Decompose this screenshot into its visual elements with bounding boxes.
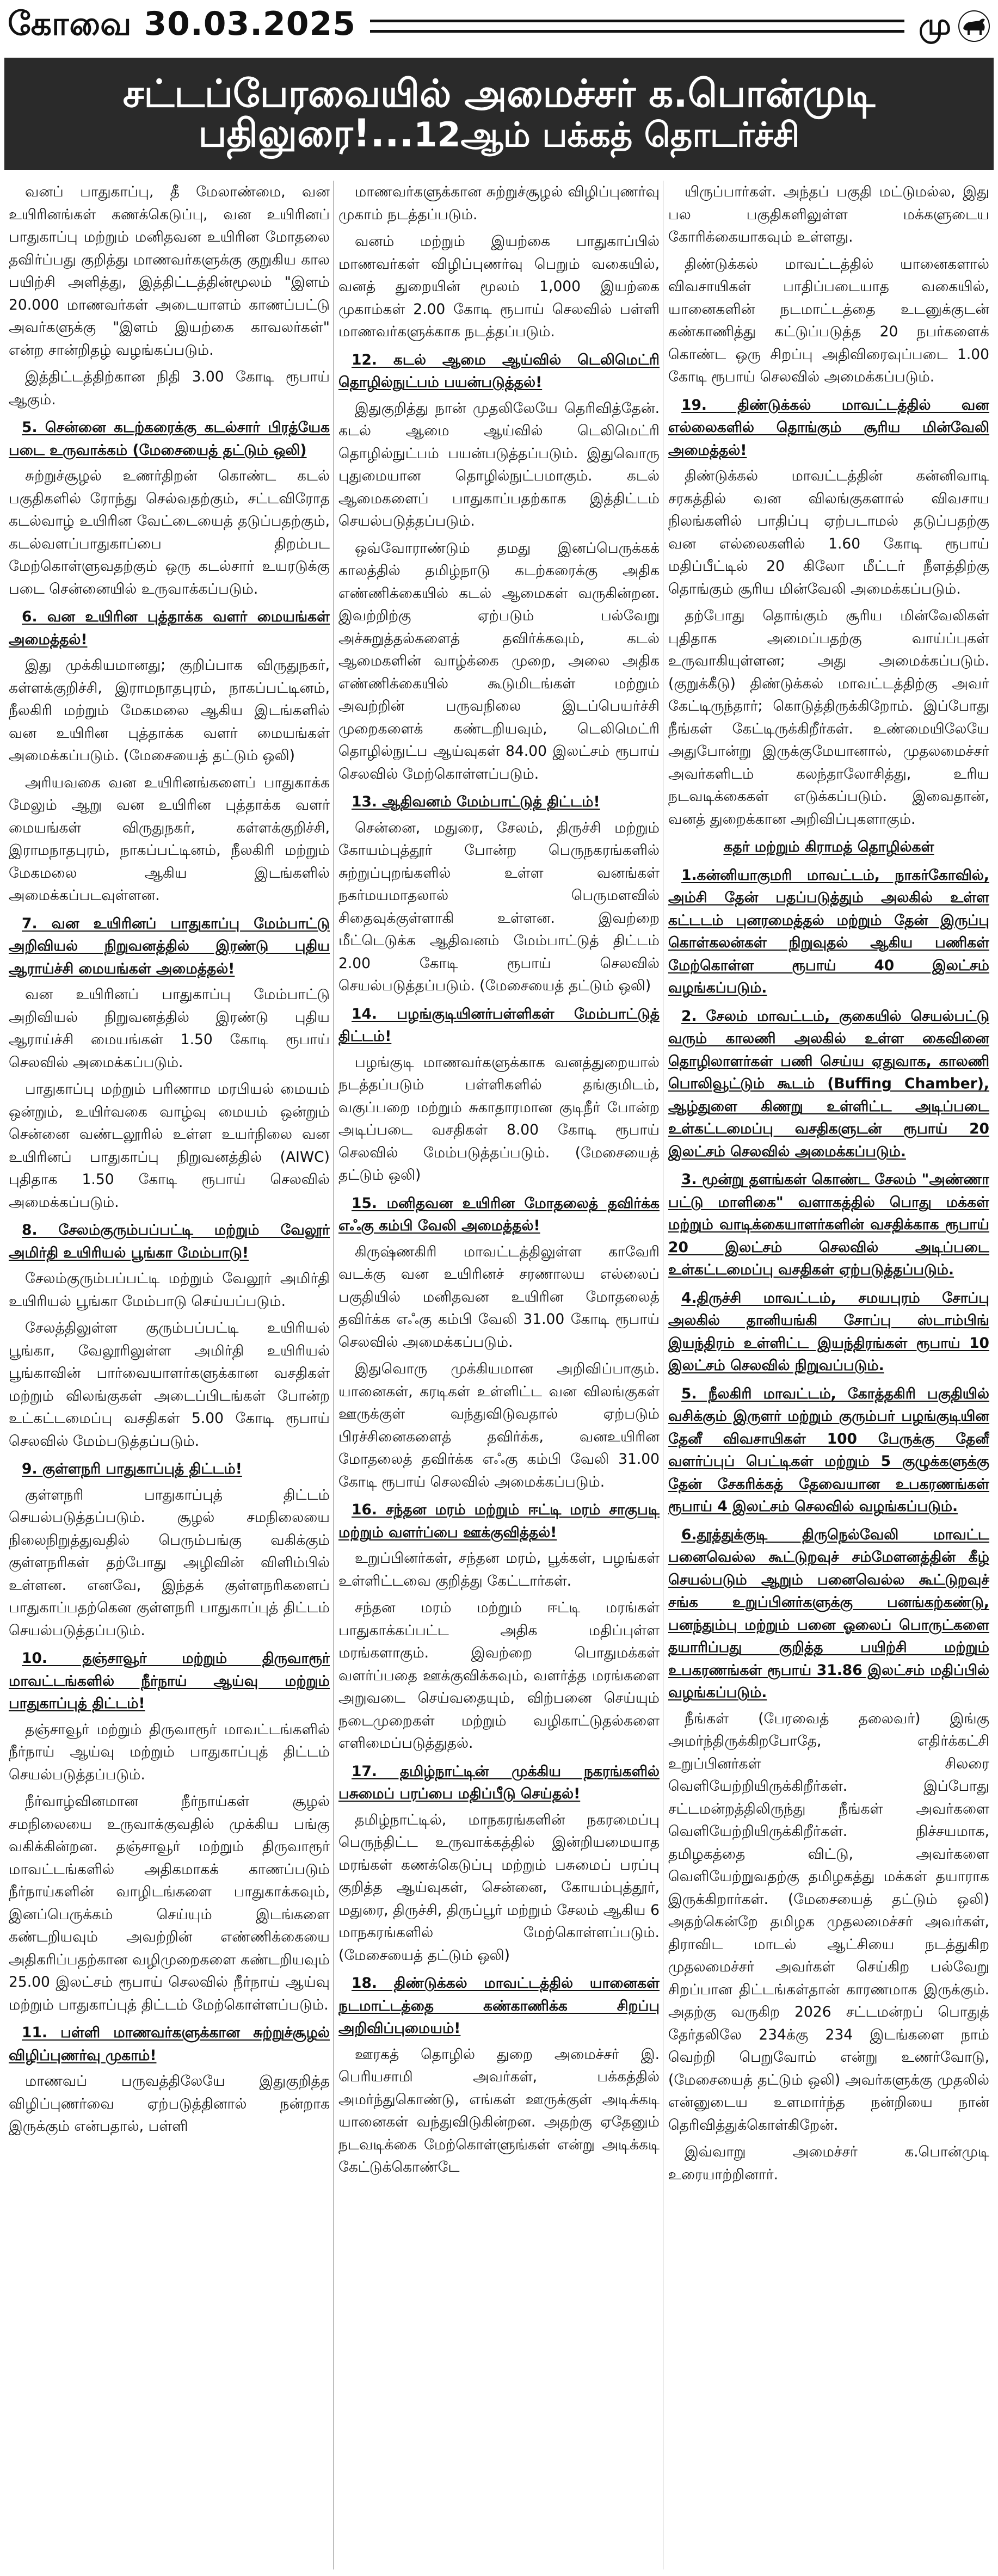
article-column-2 (338, 181, 660, 2569)
article-paragraph: தமிழ்நாட்டில், மாநகரங்களின் நகரமைப்பு பெருந்திட்ட உருவாக்கத்தில் இன்றியமையாத மரங்கள் கணக்கெடுப்பு மற்றும் பசுமைப் பரப்பு குறித்த ஆய்வுகள், சென்னை, கோயம்புத்தூர், மதுரை, திருச்சி, திருப்பூர் மற்றும் சேலம் ஆகிய 6 மாநகரங்களில் மேற்கொள்ளப்படும். (மேசையைத் தட்டும் ஒலி) (338, 1811, 660, 1964)
article-paragraph: பழங்குடி மாணவர்களுக்காக வனத்துறையால் நடத்தப்படும் பள்ளிகளில் தங்குமிடம், வகுப்பறை மற்றும் சுகாதாரமான குடிநீர் போன்ற அடிப்படை வசதிகள் 8.00 கோடி ரூபாய் செலவில் மேம்படுத்தப்படும். (மேசையைத் தட்டும் ஒலி) (338, 1053, 660, 1184)
section-heading: 10. தஞ்சாவூர் மற்றும் திருவாரூர் மாவட்டங்களில் நீர்நாய் ஆய்வு மற்றும் பாதுகாப்புத் திட்டம்! (9, 1650, 330, 1712)
headline-main: சட்டப்பேரவையில் அமைச்சர் க.பொன்முடி பதிலுரை!... (122, 71, 876, 156)
section-heading: 12. கடல் ஆமை ஆய்வில் டெலிமெட்ரி தொழில்நுட்பம் பயன்படுத்தல்! (338, 351, 660, 391)
section-heading: 9. குள்ளநரி பாதுகாப்புத் திட்டம்! (22, 1460, 242, 1477)
masthead (0, 0, 998, 52)
section-heading: 4.திருச்சி மாவட்டம், சமயபுரம் சோப்பு அலகில் தானியங்கி சோப்பு ஸ்டாம்பிங் இயந்திரம் உள்ளிட்ட இயந்திரங்கள் ரூபாய் 10 இலட்சம் செலவில் நிறுவப்படும். (668, 1289, 989, 1374)
article-paragraph: வனம் மற்றும் இயற்கை பாதுகாப்பில் மாணவர்கள் விழிப்புணர்வு பெறும் வகையில், வனத் துறையின் மூலம் 1,000 இயற்கை முகாம்கள் 2.00 கோடி ரூபாய் செலவில் பள்ளி மாணவர்களுக்காக நடத்தப்படும். (338, 233, 660, 340)
section-heading: 8. சேலம்குரும்பப்பட்டி மற்றும் வேலூர் அமிர்தி உயிரியல் பூங்கா மேம்பாடு! (9, 1222, 330, 1261)
headline-banner (4, 58, 994, 170)
article-paragraph: வனப் பாதுகாப்பு, தீ மேலாண்மை, வன உயிரினங்கள் கணக்கெடுப்பு, வன உயிரினப் பாதுகாப்பு மற்றும் மனிதவன உயிரின மோதலை தவிர்ப்பது குறித்து மாணவர்களுக்கு குறுகிய கால பயிற்சி அளித்து, இத்திட்டத்தின்மூலம் "இளம் 20.000 மாணவர்கள் அடையாளம் காணப்பட்டு அவர்களுக்கு "இளம் இயற்கை காவலர்கள்" என்ற சான்றிதழ் வழங்கப்படும். (9, 183, 330, 359)
article-paragraph: இது முக்கியமானது; குறிப்பாக விருதுநகர், கள்ளக்குறிச்சி, இராமநாதபுரம், நாகப்பட்டினம், நீலகிரி மற்றும் மேகமலை ஆகிய இடங்களில் வன உயிரின புத்தாக்க வளர் மையங்கள் அமைக்கப்படும். (மேசையைத் தட்டும் ஒலி) (9, 657, 330, 764)
article-paragraph: சுற்றுச்சூழல் உணர்திறன் கொண்ட கடல் பகுதிகளில் ரோந்து செல்வதற்கும், சட்டவிரோத கடல்வாழ் உயிரின வேட்டையைத் தடுப்பதற்கும், கடல்வளப்பாதுகாப்பை திறம்பட மேற்கொள்ளுவதற்கும் ஒரு கடல்சார் உயரடுக்கு படை சென்னையில் உருவாக்கப்படும். (9, 467, 330, 597)
masthead-rule (370, 20, 904, 33)
section-heading: 6.தூத்துக்குடி திருநெல்வேலி மாவட்ட பனைவெல்ல கூட்டுறவுச் சம்மேளனத்தின் கீழ் செயல்படும் ஆறும் பனைவெல்ல கூட்டுறவுச் சங்க உறுப்பினர்களுக்கு பனங்கற்கண்டு, பனந்தும்பு மற்றும் பனை ஓலைப் பொருட்களை தயாரிப்பது குறித்த பயிற்சி மற்றும் உபகரணங்கள் ரூபாய் 31.86 இலட்சம் மதிப்பில் வழங்கப்படும். (668, 1526, 989, 1701)
article-column-1 (9, 181, 330, 2569)
article-paragraph: அரியவகை வன உயிரினங்களைப் பாதுகாக்க மேலும் ஆறு வன உயிரின புத்தாக்க வளர் மையங்கள் விருதுநகர், கள்ளக்குறிச்சி, இராமநாதபுரம், நாகப்பட்டினம், நீலகிரி மற்றும் மேகமலை ஆகிய இடங்களில் அமைக்கப்படவுள்ளன. (9, 774, 330, 904)
article-paragraph: கிருஷ்ணகிரி மாவட்டத்திலுள்ள காவேரி வடக்கு வன உயிரினச் சரணாலய எல்லைப் பகுதியில் மனிதவன உயிரின மோதலைத் தவிர்க்க எஃகு கம்பி வேலி 31.00 கோடி ரூபாய் செலவில் அமைக்கப்படும். (338, 1243, 660, 1351)
article-paragraph: இதுகுறித்து நான் முதலிலேயே தெரிவித்தேன். கடல் ஆமை ஆய்வில் டெலிமெட்ரி தொழில்நுட்பம் பயன்படுத்தப்படும். இதுவொரு புதுமையான தொழில்நுட்பமாகும். கடல் ஆமைகளைப் பாதுகாப்பதற்காக இத்திட்டம் செயல்படுத்தப்படும். (338, 399, 660, 529)
section-heading: 5. நீலகிரி மாவட்டம், கோத்தகிரி பகுதியில் வசிக்கும் இருளர் மற்றும் குரும்பர் பழங்குடியின தேனீ விவசாயிகள் 100 பேருக்கு தேனீ வளர்ப்புப் பெட்டிகள் மற்றும் 5 குழுக்களுக்கு தேன் சேகரிக்கத் தேவையான உபகரணங்கள் ரூபாய் 4 இலட்சம் செலவில் வழங்கப்படும். (668, 1385, 989, 1515)
section-heading: 11. பள்ளி மாணவர்களுக்கான சுற்றுச்சூழல் விழிப்புணர்வு முகாம்! (9, 2024, 330, 2064)
article-paragraph: சென்னை, மதுரை, சேலம், திருச்சி மற்றும் கோயம்புத்தூர் போன்ற பெருநகரங்களில் சுற்றுப்புறங்களில் உள்ள வனங்கள் நகர்மயமாதலால் பெருமளவில் சிதைவுக்குள்ளாகி உள்ளன. இவற்றை மீட்டெடுக்க ஆதிவனம் மேம்பாட்டுத் திட்டம் 2.00 கோடி ரூபாய் செலவில் செயல்படுத்தப்படும். (மேசையைத் தட்டும் ஒலி) (338, 819, 660, 994)
section-heading: 17. தமிழ்நாட்டின் முக்கிய நகரங்களில் பசுமைப் பரப்பை மதிப்பீடு செய்தல்! (338, 1762, 660, 1802)
section-heading: 15. மனிதவன உயிரின மோதலைத் தவிர்க்க எஃகு கம்பி வேலி அமைத்தல்! (338, 1194, 660, 1234)
article-paragraph: குள்ளநரி பாதுகாப்புத் திட்டம் செயல்படுத்தப்படும். சூழல் சமநிலையை நிலைநிறுத்துவதில் பெரும்பங்கு வகிக்கும் குள்ளநரிகள் தற்போது அழிவின் விளிம்பில் உள்ளன. எனவே, இந்தக் குள்ளநரிகளைப் பாதுகாப்பதற்கென குள்ளநரி பாதுகாப்புத் திட்டம் செயல்படுத்தப்படும். (9, 1486, 330, 1639)
article-paragraph: சந்தன மரம் மற்றும் ஈட்டி மரங்கள் பாதுகாக்கப்பட்ட அதிக மதிப்புள்ள மரங்களாகும். இவற்றை பொதுமக்கள் வளர்ப்பதை ஊக்குவிக்கவும், வளர்த்த மரங்களை அறுவடை செய்வதையும், விற்பனை செய்யும் நடைமுறைகள் மற்றும் வழிகாட்டுதல்களை எளிமைப்படுத்துதல். (338, 1599, 660, 1752)
section-heading: 13. ஆதிவனம் மேம்பாட்டுத் திட்டம்! (352, 793, 600, 810)
section-heading: 14. பழங்குடியினர்பள்ளிகள் மேம்பாட்டுத் திட்டம்! (338, 1005, 660, 1045)
article-paragraph: வன உயிரினப் பாதுகாப்பு மேம்பாட்டு அறிவியல் நிறுவனத்தில் இரண்டு புதிய ஆராய்ச்சி மையங்கள் 1.50 கோடி ரூபாய் செலவில் அமைக்கப்படும். (9, 986, 330, 1071)
article-paragraph: சேலத்திலுள்ள குரும்பப்பட்டி உயிரியல் பூங்கா, வேலூரிலுள்ள அமிர்தி உயிரியல் பூங்காவின் பார்வையாளர்களுக்கான வசதிகள் மற்றும் விலங்குகள் அடைப்பிடங்கள் போன்ற உட்கட்டமைப்பு வசதிகள் 5.00 கோடி ரூபாய் செலவில் மேம்படுத்தப்படும். (9, 1320, 330, 1450)
article-paragraph: யிருப்பார்கள். அந்தப் பகுதி மட்டுமல்ல, இது பல பகுதிகளிலுள்ள மக்களுடைய கோரிக்கையாகவும் உள்ளது. (668, 183, 989, 245)
section-heading: 16. சந்தன மரம் மற்றும் ஈட்டி மரம் சாகுபடி மற்றும் வளர்ப்பை ஊக்குவித்தல்! (338, 1501, 660, 1541)
article-column-3 (668, 181, 989, 2569)
article-paragraph: தற்போது தொங்கும் சூரிய மின்வேலிகள் புதிதாக அமைப்பதற்கு வாய்ப்புகள் உருவாகியுள்ளன; அது அமைக்கப்படும். (குறுக்கீடு) திண்டுக்கல் மாவட்டத்திற்கு அவர் கேட்டிருந்தார்; கொடுத்திருக்கிறோம். இப்போது நீங்கள் கேட்டிருக்கிறீர்கள். உண்மையிலேயே அதுபோன்று இருக்குமேயானால், முதலமைச்சர் அவர்களிடம் கலந்தாலோசித்து, உரிய நடவடிக்கைகள் எடுக்கப்படும். இவைதான், வனத் துறைக்கான அறிவிப்புகளாகும். (668, 607, 989, 828)
section-heading: 5. சென்னை கடற்கரைக்கு கடல்சார் பிரத்யேக படை உருவாக்கம் (மேசையைத் தட்டும் ஒலி) (9, 419, 330, 459)
article-paragraph: இதுவொரு முக்கியமான அறிவிப்பாகும். யானைகள், கரடிகள் உள்ளிட்ட வன விலங்குகள் ஊருக்குள் வந்துவிடுவதால் ஏற்படும் பிரச்சினைகளைத் தவிர்க்க, வனஉயிரின மோதலைத் தவிர்க்க எஃகு கம்பி வேலி 31.00 கோடி ரூபாய் செலவில் அமைக்கப்படும். (338, 1360, 660, 1490)
article-paragraph: ஊரகத் தொழில் துறை அமைச்சர் இ. பெரியசாமி அவர்கள், பக்கத்தில் அமர்ந்துகொண்டு, எங்கள் ஊருக்குள் அடிக்கடி யானைகள் வந்துவிடுகின்றன. அதற்கு ஏதேனும் நடவடிக்கை மேற்கொள்ளுங்கள் என்று அடிக்கடி கேட்டுக்கொண்டே (338, 2045, 660, 2176)
masthead-logo-text: மு (919, 7, 951, 41)
edition-date: கோவை 30.03.2025 (8, 5, 356, 43)
headline-text (13, 71, 985, 156)
bull-logo-icon (958, 10, 990, 42)
article-paragraph: நீங்கள் (பேரவைத் தலைவர்) இங்கு அமர்ந்திருக்கிறபோதே, எதிர்க்கட்சி உறுப்பினர்கள் சிலரை வெளியேற்றியிருக்கிறீர்கள். இப்போது சட்டமன்றத்திலிருந்து நீங்கள் அவர்களை வெளியேற்றியிருக்கிறீர்கள். நிச்சயமாக, தமிழகத்தை விட்டு, அவர்களை வெளியேற்றுவதற்கு தமிழகத்து மக்கள் தயாராக இருக்கிறார்கள். (மேசையைத் தட்டும் ஒலி) அதற்கென்றே தமிழக முதலமைச்சர் அவர்கள், திராவிட மாடல் ஆட்சியை நடத்துகிற முதலமைச்சர் அவர்கள் செய்கிற பல்வேறு சிறப்பான திட்டங்கள்தான் காரணமாக இருக்கும். அதற்கு வருகிற 2026 சட்டமன்றப் பொதுத் தேர்தலிலே 234க்கு 234 இடங்களை நாம் வெற்றி பெறுவோம் என்று உணர்வோடு, (மேசையைத் தட்டும் ஒலி) அவர்களுக்கு முதலில் என்னுடைய உளமார்ந்த நன்றியை நான் தெரிவித்துக்கொள்கிறேன். (668, 1710, 989, 2134)
column-divider (333, 181, 334, 2569)
article-paragraph: மாணவர்களுக்கான சுற்றுச்சூழல் விழிப்புணர்வு முகாம் நடத்தப்படும். (338, 183, 660, 223)
section-heading: 19. திண்டுக்கல் மாவட்டத்தில் வன எல்லைகளில் தொங்கும் சூரிய மின்வேலி அமைத்தல்! (668, 396, 989, 459)
headline-continuation: 12ஆம் பக்கத் தொடர்ச்சி (414, 115, 800, 155)
section-heading: 1.கன்னியாகுமரி மாவட்டம், நாகர்கோவில், அம்சி தேன் பதப்படுத்தும் அலகில் உள்ள கட்டடம் புனரமைத்தல் மற்றும் தேன் இருப்பு கொள்கலன்கள் நிறுவுதல் ஆகிய பணிகள் மேற்கொள்ள ரூபாய் 40 இலட்சம் வழங்கப்படும். (668, 866, 989, 996)
section-heading: கதர் மற்றும் கிராமத் தொழில்கள் (723, 839, 934, 855)
article-paragraph: இவ்வாறு அமைச்சர் க.பொன்முடி உரையாற்றினார். (668, 2143, 989, 2183)
article-paragraph: திண்டுக்கல் மாவட்டத்தின் கன்னிவாடி சரகத்தில் வன விலங்குகளால் விவசாய நிலங்களில் பாதிப்பு ஏற்படாமல் தடுப்பதற்கு வன எல்லைகளில் 1.60 கோடி ரூபாய் மதிப்பீட்டில் 20 கிலோ மீட்டர் நீளத்திற்கு தொங்கும் சூரிய மின்வேலி அமைக்கப்படும். (668, 467, 989, 597)
section-heading: 7. வன உயிரினப் பாதுகாப்பு மேம்பாட்டு அறிவியல் நிறுவனத்தில் இரண்டு புதிய ஆராய்ச்சி மையங்கள் அமைத்தல்! (9, 915, 330, 977)
section-heading: 18. திண்டுக்கல் மாவட்டத்தில் யானைகள் நடமாட்டத்தை கண்காணிக்க சிறப்பு அறிவிப்புமையம்! (338, 1975, 660, 2037)
section-heading: 2. சேலம் மாவட்டம், குகையில் செயல்பட்டு வரும் காலணி அலகில் உள்ள கைவினை தொழிலாளர்கள் பணி செய்ய ஏதுவாக, காலணி பொலிவூட்டும் கூடம் (Buffing Chamber), ஆழ்துளை கிணறு உள்ளிட்ட அடிப்படை உள்கட்டமைப்பு வசதிகளுடன் ரூபாய் 20 இலட்சம் செலவில் அமைக்கப்படும். (668, 1007, 989, 1160)
article-paragraph: பாதுகாப்பு மற்றும் பரிணாம மரபியல் மையம் ஒன்றும், உயிர்வகை வாழ்வு மையம் ஒன்றும் சென்னை வண்டலூரில் உள்ள உயர்நிலை வன உயிரினப் பாதுகாப்பு நிறுவனத்தில் (AIWC) புதிதாக 1.50 கோடி ரூபாய் செலவில் அமைக்கப்படும். (9, 1081, 330, 1211)
article-paragraph: ஒவ்வோராண்டும் தமது இனப்பெருக்கக் காலத்தில் தமிழ்நாடு கடற்கரைக்கு அதிக எண்ணிக்கையில் கடல் ஆமைகள் வருகின்றன. இவற்றிற்கு ஏற்படும் பல்வேறு அச்சுறுத்தல்களைத் தவிர்க்கவும், கடல் ஆமைகளின் வாழ்க்கை முறை, அலை அதிக எண்ணிக்கையில் கூடுமிடங்கள் மற்றும் அவற்றின் பருவநிலை இடப்பெயர்ச்சி முறைகளைக் கண்டறியவும், டெலிமெட்ரி தொழில்நுட்ப ஆய்வுகள் 84.00 இலட்சம் ரூபாய் செலவில் மேற்கொள்ளப்படும். (338, 539, 660, 782)
section-heading: 3. மூன்று தளங்கள் கொண்ட சேலம் "அண்ணா பட்டு மாளிகை" வளாகத்தில் பொது மக்கள் மற்றும் வாடிக்கையாளர்களின் வசதிக்காக ரூபாய் 20 இலட்சம் செலவில் அடிப்படை உள்கட்டமைப்பு வசதிகள் ஏற்படுத்தப்படும். (668, 1171, 989, 1278)
article-paragraph: உறுப்பினர்கள், சந்தன மரம், பூக்கள், பழங்கள் உள்ளிட்டவை குறித்து கேட்டார்கள். (338, 1550, 660, 1589)
article-paragraph: மாணவப் பருவத்திலேயே இதுகுறித்த விழிப்புணர்வை ஏற்படுத்தினால் நன்றாக இருக்கும் என்பதால், பள்ளி (9, 2073, 330, 2135)
article-paragraph: நீர்வாழ்வினமான நீர்நாய்கள் சூழல் சமநிலையை உருவாக்குவதில் முக்கிய பங்கு வகிக்கின்றன. தஞ்சாவூர் மற்றும் திருவாரூர் மாவட்டங்களில் அதிகமாகக் காணப்படும் நீர்நாய்களின் வாழிடங்களை பாதுகாக்கவும், இனப்பெருக்கம் செய்யும் இடங்களை கண்டறியவும் அவற்றின் எண்ணிக்கையை அதிகரிப்பதற்கான வழிமுறைகளை கண்டறியவும் 25.00 இலட்சம் ரூபாய் செலவில் நீர்நாய் ஆய்வு மற்றும் பாதுகாப்புத் திட்டம் மேற்கொள்ளப்படும். (9, 1793, 330, 2013)
article-paragraph: திண்டுக்கல் மாவட்டத்தில் யானைகளால் விவசாயிகள் பாதிப்படையாத வகையில், யானைகளின் நடமாட்டத்தை உடனுக்குடன் கண்காணித்து கட்டுப்படுத்த 20 நபர்களைக் கொண்ட ஒரு சிறப்பு அதிவிரைவுப்படை 1.00 கோடி ரூபாய் செலவில் அமைக்கப்படும். (668, 255, 989, 385)
section-heading: 6. வன உயிரின புத்தாக்க வளர் மையங்கள் அமைத்தல்! (9, 608, 330, 648)
article-paragraph: சேலம்குரும்பப்பட்டி மற்றும் வேலூர் அமிர்தி உயிரியல் பூங்கா மேம்பாடு செய்யப்படும். (9, 1270, 330, 1310)
article-paragraph: தஞ்சாவூர் மற்றும் திருவாரூர் மாவட்டங்களில் நீர்நாய் ஆய்வு மற்றும் பாதுகாப்புத் திட்டம் செயல்படுத்தப்படும். (9, 1721, 330, 1783)
article-paragraph: இத்திட்டத்திற்கான நிதி 3.00 கோடி ரூபாய் ஆகும். (9, 368, 330, 408)
